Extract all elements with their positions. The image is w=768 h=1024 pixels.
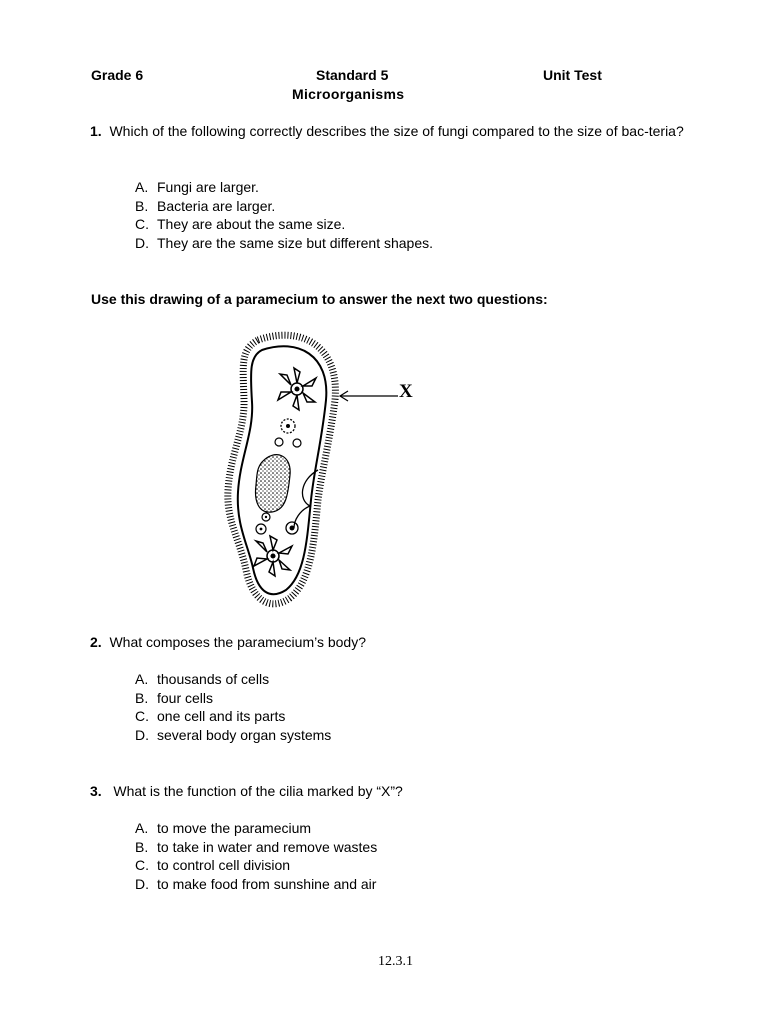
question-3 (90, 782, 710, 801)
question-text: Which of the following correctly describes the size of fungi compared to the size of bac-teria? (109, 123, 684, 139)
test-type-label: Unit Test (543, 67, 602, 83)
option-a: A. thousands of cells (135, 671, 270, 687)
option-c: C. They are about the same size. (135, 216, 346, 232)
option-c: C. one cell and its parts (135, 708, 286, 724)
page-footer-code: 12.3.1 (378, 954, 413, 969)
question-2-options (135, 670, 331, 744)
question-number: 3. (90, 783, 102, 799)
topic-title: Microorganisms (292, 86, 405, 102)
option-b: B. Bacteria are larger. (135, 197, 276, 214)
figure-instruction: Use this drawing of a paramecium to answer the next two questions: (91, 291, 548, 307)
question-text: What is the function of the cilia marked by “X”? (113, 783, 403, 799)
question-number: 1. (90, 123, 102, 139)
grade-label: Grade 6 (91, 67, 144, 83)
option-b: B. four cells (135, 689, 214, 706)
question-3-options (135, 819, 377, 893)
option-d: D. to make food from sunshine and air (135, 875, 377, 892)
standard-label: Standard 5 (316, 67, 389, 83)
figure-label-x: X (399, 381, 413, 402)
option-c: C. to control cell division (135, 857, 291, 873)
option-d: D. several body organ systems (135, 726, 332, 743)
question-2 (90, 633, 710, 652)
option-b: B. to take in water and remove wastes (135, 838, 378, 855)
question-number: 2. (90, 634, 102, 650)
option-a: A. Fungi are larger. (135, 179, 259, 195)
option-a: A. to move the paramecium (135, 820, 312, 836)
question-text: What composes the paramecium’s body? (109, 634, 367, 650)
option-d: D. They are the same size but different shapes. (135, 234, 434, 251)
